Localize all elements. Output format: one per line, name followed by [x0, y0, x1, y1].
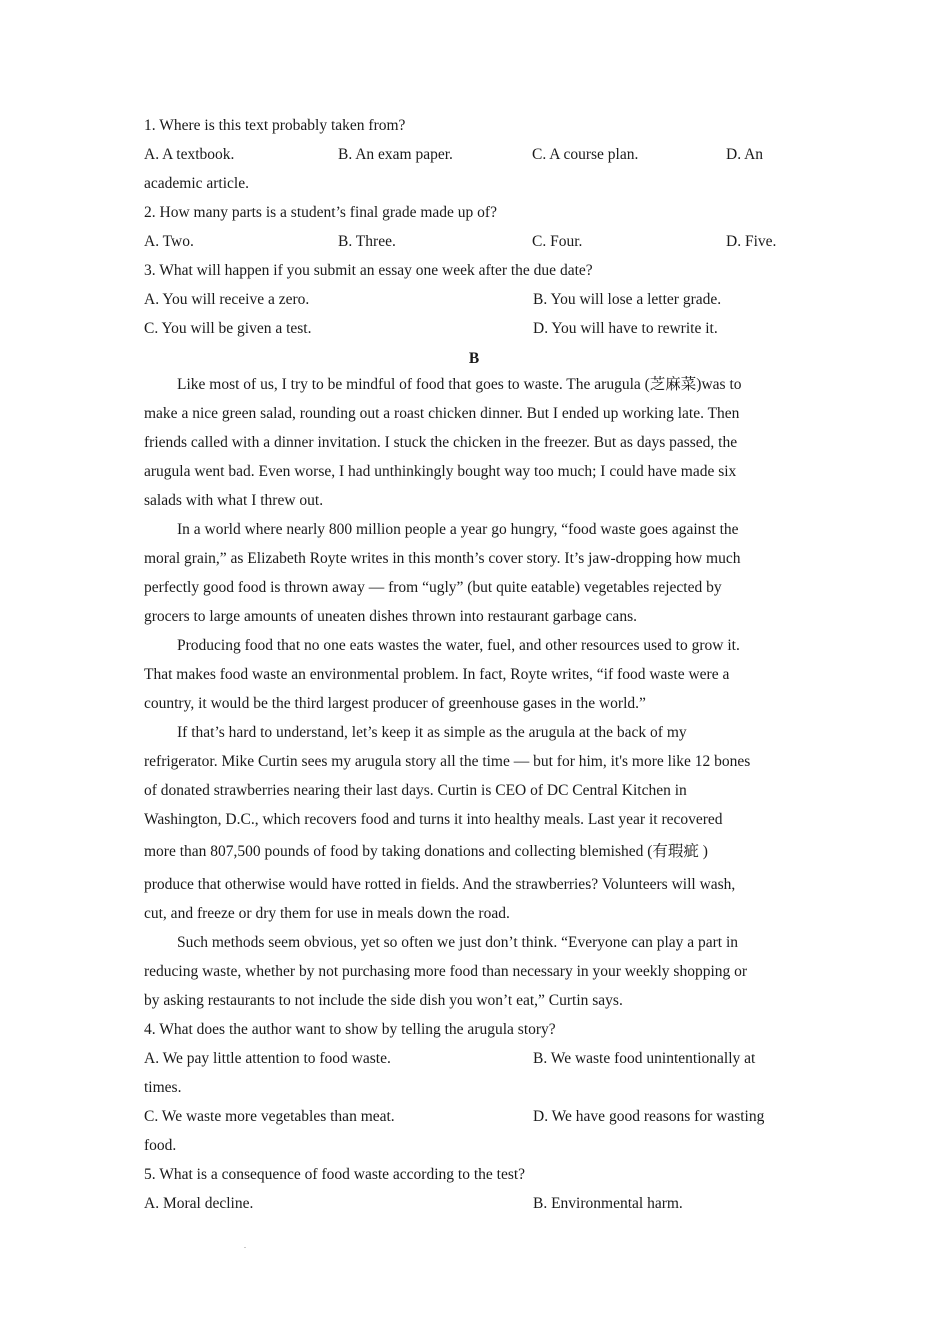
passage-paragraph-1	[144, 370, 804, 515]
option-c: C. We waste more vegetables than meat.	[144, 1108, 395, 1125]
option-b: B. An exam paper.	[338, 146, 453, 163]
option-d: D. An	[726, 146, 764, 163]
question-2-stem: 2. How many parts is a student’s final grade made up of?	[144, 204, 497, 221]
option-d-continuation: food.	[144, 1137, 177, 1154]
passage-line: friends called with a dinner invitation. I stuck the chicken in the freezer. But as days passed, the	[144, 434, 738, 451]
passage-line: Producing food that no one eats wastes the water, fuel, and other resources used to grow it.	[177, 637, 740, 654]
passage-line: grocers to large amounts of uneaten dishes thrown into restaurant garbage cans.	[144, 608, 637, 625]
option-a: A. Two.	[144, 233, 194, 250]
passage-paragraph-5	[144, 928, 804, 1015]
passage-line: cut, and freeze or dry them for use in meals down the road.	[144, 905, 510, 922]
document-content	[144, 111, 804, 1218]
option-b: B. Environmental harm.	[533, 1195, 683, 1212]
passage-line: perfectly good food is thrown away — from “ugly” (but quite eatable) vegetables rejected by	[144, 579, 722, 596]
passage-line: country, it would be the third largest producer of greenhouse gases in the world.”	[144, 695, 646, 712]
passage-line: Washington, D.C., which recovers food and turns it into healthy meals. Last year it recovered	[144, 811, 723, 828]
option-c: C. You will be given a test.	[144, 320, 312, 337]
passage-line: salads with what I threw out.	[144, 492, 324, 509]
option-d: D. We have good reasons for wasting	[533, 1108, 765, 1125]
question-4-stem: 4. What does the author want to show by telling the arugula story?	[144, 1021, 556, 1038]
passage-line: by asking restaurants to not include the side dish you won’t eat,” Curtin says.	[144, 992, 623, 1009]
passage-paragraph-2	[144, 515, 804, 631]
passage-line: make a nice green salad, rounding out a roast chicken dinner. But I ended up working late. Then	[144, 405, 740, 422]
option-a: A. A textbook.	[144, 146, 235, 163]
scan-speck	[244, 1247, 246, 1248]
option-d: D. You will have to rewrite it.	[533, 320, 718, 337]
question-1-options	[144, 140, 804, 169]
question-4-options-row-1	[144, 1044, 804, 1073]
option-a: A. Moral decline.	[144, 1195, 254, 1212]
option-b-continuation: times.	[144, 1079, 182, 1096]
option-c: C. A course plan.	[532, 146, 639, 163]
passage-line: more than 807,500 pounds of food by taking donations and collecting blemished (有瑕疵 )	[144, 843, 708, 860]
passage-line: Such methods seem obvious, yet so often we just don’t think. “Everyone can play a part in	[177, 934, 739, 951]
section-title: B	[468, 350, 480, 367]
option-b: B. You will lose a letter grade.	[533, 291, 722, 308]
passage-line: produce that otherwise would have rotted in fields. And the strawberries? Volunteers will wash,	[144, 876, 736, 893]
passage-line: If that’s hard to understand, let’s keep it as simple as the arugula at the back of my	[177, 724, 687, 741]
option-d-continuation: academic article.	[144, 175, 249, 192]
option-c: C. Four.	[532, 233, 583, 250]
question-3-stem: 3. What will happen if you submit an essay one week after the due date?	[144, 262, 593, 279]
passage-line: Like most of us, I try to be mindful of food that goes to waste. The arugula (芝麻菜)was to	[177, 376, 742, 393]
option-d: D. Five.	[726, 233, 777, 250]
passage-line: In a world where nearly 800 million people a year go hungry, “food waste goes against the	[177, 521, 739, 538]
option-b: B. We waste food unintentionally at	[533, 1050, 756, 1067]
question-5-options-row-1	[144, 1189, 804, 1218]
option-a: A. We pay little attention to food waste.	[144, 1050, 391, 1067]
passage-line: of donated strawberries nearing their last days. Curtin is CEO of DC Central Kitchen in	[144, 782, 687, 799]
option-a: A. You will receive a zero.	[144, 291, 310, 308]
passage-line: That makes food waste an environmental problem. In fact, Royte writes, “if food waste were a	[144, 666, 730, 683]
passage-line: reducing waste, whether by not purchasing more food than necessary in your weekly shopping or	[144, 963, 748, 980]
passage-paragraph-4	[144, 718, 804, 928]
option-b: B. Three.	[338, 233, 396, 250]
passage-line: refrigerator. Mike Curtin sees my arugula story all the time — but for him, it's more like 12 bones	[144, 753, 751, 770]
question-5-stem: 5. What is a consequence of food waste according to the test?	[144, 1166, 526, 1183]
question-2-options	[144, 227, 804, 256]
question-1-stem: 1. Where is this text probably taken from?	[144, 117, 406, 134]
question-3-options-row-2	[144, 314, 804, 343]
passage-paragraph-3	[144, 631, 804, 718]
question-4-options-row-2	[144, 1102, 804, 1131]
question-3-options-row-1	[144, 285, 804, 314]
passage-line: moral grain,” as Elizabeth Royte writes in this month’s cover story. It’s jaw-dropping how much	[144, 550, 741, 567]
passage-line: arugula went bad. Even worse, I had unthinkingly bought way too much; I could have made six	[144, 463, 737, 480]
